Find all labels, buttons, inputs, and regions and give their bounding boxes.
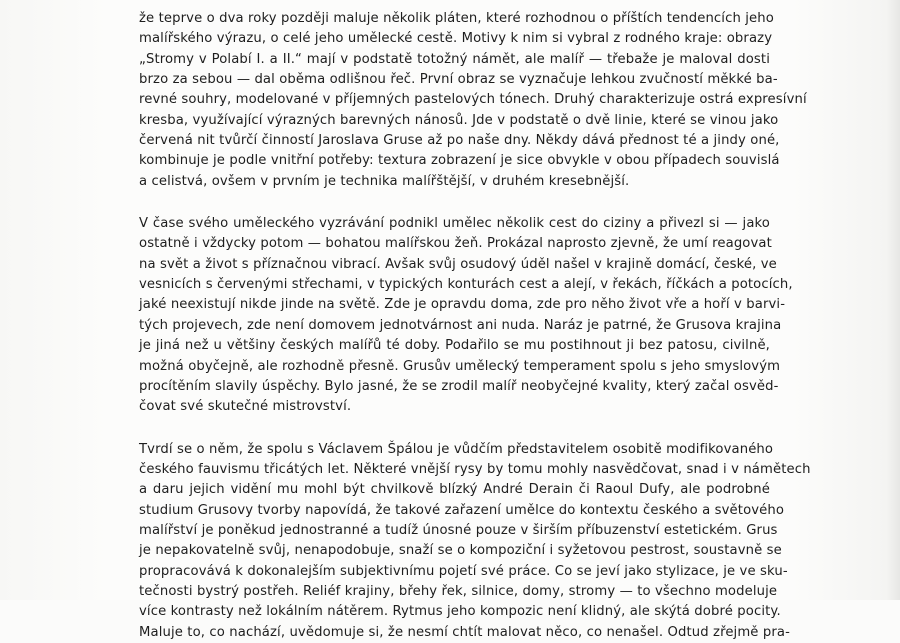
text-line: a celistvá, ovšem v prvním je technika malířštější, v druhém kresebnější. (139, 173, 630, 189)
text-line: procítěním slavily úspěchy. Bylo jasné, že se zrodil malíř neobyčejné kvality, který začal osvěd- (139, 378, 779, 394)
text-line: malířství je poněkud jednostranné a tudíž únosné pouze v širším příbuzenství estetickém. Grus (139, 522, 778, 538)
text-line: je jiná než u většiny českých malířů té doby. Podařilo se mu postihnout ji bez patosu, civilně, (139, 338, 770, 354)
text-line: Maluje to, co nachází, uvědomuje si, že nesmí chtít malovat něco, co nenašel. Odtud zřejmě pra- (139, 624, 790, 640)
text-line: českého fauvismu třicátých let. Některé vnější rysy by tomu mohly nasvědčovat, snad i v námětech (139, 461, 811, 477)
text-line: čovat své skutečné mistrovství. (139, 399, 352, 415)
text-line: studium Grusovy tvorby napovídá, že takové zařazení umělce do kontextu českého a světového (139, 502, 785, 518)
text-line: V čase svého uměleckého vyzrávání podnikl umělec několik cest do ciziny a přivezl si — jako (139, 216, 770, 232)
text-line: je nepakovatelně svůj, nenapodobuje, snaží se o kompoziční i syžetovou pestrost, soustavně se (139, 543, 782, 559)
text-line: tečnosti bystrý postřeh. Reliéf krajiny, břehy řek, silnice, domy, stromy — to všechno modeluje (139, 583, 778, 599)
paragraph-2 (139, 214, 793, 417)
text-line: tých projevech, zde není domovem jednotvárnost ani nuda. Naráz je patrné, že Grusova krajina (139, 317, 782, 333)
text-line: kresba, využívající výrazných barevných nánosů. Jde v podstatě o dvě linie, které se vinou jako (139, 112, 779, 128)
text-line: více kontrasty než lokálním nátěrem. Rytmus jeho kompozic není klidný, ale skýtá dobré pocity. (139, 604, 781, 620)
text-line: a daru jejich vidění mu mohl být chvilkově blízký André Derain či Raoul Dufy, ale podrobné (139, 482, 770, 498)
text-line: propracovává k dokonalejším subjektivnímu pojetí své práce. Co se jeví jako stylizace, je ve sku- (139, 563, 788, 579)
text-line: červená nit tvůrčí činností Jaroslava Gruse až po naše dny. Někdy dává přednost té a jindy oné, (139, 133, 780, 149)
text-line: Tvrdí se o něm, že spolu s Václavem Špálou je vůdčím představitelem osobitě modifikovaného (139, 441, 774, 457)
paragraph-1 (139, 9, 807, 192)
page-edge-shadow (886, 0, 900, 600)
text-line: ostatně i vždycky potom — bohatou malířskou žeň. Prokázal naprosto zjevně, že umí reagovat (139, 236, 772, 252)
paragraph-3 (139, 440, 811, 643)
text-line: vesnicích s červenými střechami, v typických konturách cest a alejí, v řekách, říčkách a potocích, (139, 277, 793, 293)
text-line: že teprve o dva roky později maluje několik pláten, které rozhodnou o příštích tendencích jeho (139, 11, 774, 26)
text-line: na svět a život s příznačnou vibrací. Avšak svůj osudový úděl našel v krajině domácí, české, ve (139, 256, 777, 272)
text-line: „Stromy v Polabí I. a II.“ mají v podstatě totožný námět, ale malíř — třebaže je maloval dosti (139, 51, 770, 67)
text-line: možná obyčejně, ale rozhodně přesně. Grusův umělecký temperament spolu s jeho smyslovým (139, 358, 781, 374)
text-line: brzo za sebou — dal oběma odlišnou řeč. První obraz se vyznačuje lehkou zvučností měkké ba- (139, 72, 778, 88)
text-line: jaké neexistují nikde jinde na světě. Zde je opravdu doma, zde pro něho život vře a hoří v barvi- (139, 297, 786, 313)
body-text (139, 9, 811, 643)
text-line: revné souhry, modelované v příjemných pastelových tónech. Druhý charakterizuje ostrá expresívní (139, 92, 807, 108)
text-line: malířského výrazu, o celé jeho umělecké cestě. Motivy k nim si vybral z rodného kraje: obrazy (139, 31, 773, 47)
text-line: kombinuje je podle vnitřní potřeby: textura zobrazení je sice obvykle v obou případech souvislá (139, 153, 780, 169)
